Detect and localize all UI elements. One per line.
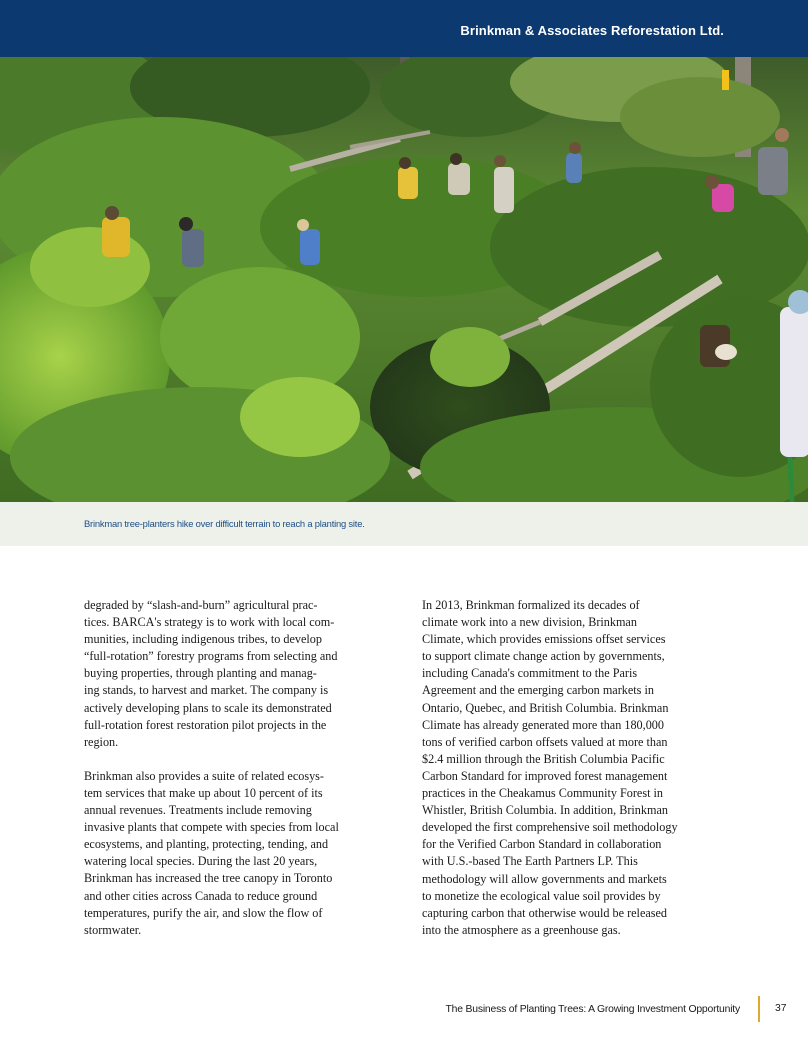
- text-line: to monetize the ecological value soil provides by: [422, 888, 661, 903]
- text-line: Climate has already generated more than 180,000: [422, 717, 664, 732]
- text-line: Agreement and the emerging carbon markets in: [422, 683, 654, 698]
- text-line: buying properties, through planting and manag-: [84, 666, 317, 681]
- text-line: annual revenues. Treatments include removing: [84, 803, 312, 818]
- text-line: Brinkman has increased the tree canopy in Toronto: [84, 871, 333, 886]
- right-column: [422, 597, 728, 956]
- left-column: [84, 597, 389, 956]
- text-line: $2.4 million through the British Columbia Pacific: [422, 751, 665, 766]
- text-line: region.: [84, 734, 119, 749]
- text-line: ecosystems, and planting, protecting, tending, and: [84, 837, 329, 852]
- text-line: Climate, which provides emissions offset services: [422, 632, 666, 647]
- text-line: with U.S.-based The Earth Partners LP. This: [422, 854, 638, 869]
- paragraph: [84, 597, 389, 751]
- text-line: tons of verified carbon offsets valued at more than: [422, 734, 668, 749]
- text-line: for the Verified Carbon Standard in collaboration: [422, 837, 662, 852]
- text-line: to support climate change action by governments,: [422, 649, 665, 664]
- header-bar: [0, 0, 808, 57]
- text-line: Ontario, Quebec, and British Columbia. Brinkman: [422, 700, 669, 715]
- text-line: tem services that make up about 10 percent of its: [84, 785, 323, 800]
- company-name: Brinkman & Associates Reforestation Ltd.: [460, 23, 724, 38]
- text-line: actively developing plans to scale its demonstrated: [84, 700, 332, 715]
- paragraph: [422, 597, 728, 939]
- text-line: munities, including indigenous tribes, to develop: [84, 632, 322, 647]
- text-line: degraded by “slash-and-burn” agricultural prac-: [84, 598, 318, 612]
- paragraph: [84, 768, 389, 939]
- text-line: into the atmosphere as a greenhouse gas.: [422, 922, 621, 937]
- footer-publication-title: The Business of Planting Trees: A Growing Investment Opportunity: [445, 1004, 740, 1015]
- text-line: Carbon Standard for improved forest management: [422, 768, 668, 783]
- photo-caption: Brinkman tree-planters hike over difficult terrain to reach a planting site.: [84, 518, 365, 529]
- text-line: watering local species. During the last 20 years,: [84, 854, 318, 869]
- caption-band: [0, 502, 808, 546]
- text-line: stormwater.: [84, 922, 142, 937]
- text-line: tices. BARCA's strategy is to work with local com-: [84, 615, 335, 630]
- text-line: full-rotation forest restoration pilot projects in the: [84, 717, 327, 732]
- page-number: 37: [775, 1003, 787, 1014]
- text-line: ing stands, to harvest and market. The company is: [84, 683, 329, 698]
- text-line: Brinkman also provides a suite of related ecosys-: [84, 768, 324, 783]
- text-line: In 2013, Brinkman formalized its decades of: [422, 598, 640, 612]
- text-line: and other cities across Canada to reduce ground: [84, 888, 318, 903]
- text-line: practices in the Cheakamus Community Forest in: [422, 786, 664, 801]
- text-line: invasive plants that compete with species from local: [84, 820, 339, 835]
- text-line: including Canada's commitment to the Paris: [422, 666, 638, 681]
- text-line: capturing carbon that otherwise would be released: [422, 905, 668, 920]
- text-line: climate work into a new division, Brinkman: [422, 615, 637, 630]
- text-line: temperatures, purify the air, and slow the flow of: [84, 905, 323, 920]
- text-line: Whistler, British Columbia. In addition, Brinkman: [422, 803, 668, 818]
- text-line: developed the first comprehensive soil methodology: [422, 820, 678, 835]
- text-line: methodology will allow governments and markets: [422, 871, 667, 886]
- text-line: “full-rotation” forestry programs from selecting and: [84, 649, 338, 664]
- photo-tree-planters: [0, 57, 808, 502]
- footer-divider: [758, 996, 760, 1022]
